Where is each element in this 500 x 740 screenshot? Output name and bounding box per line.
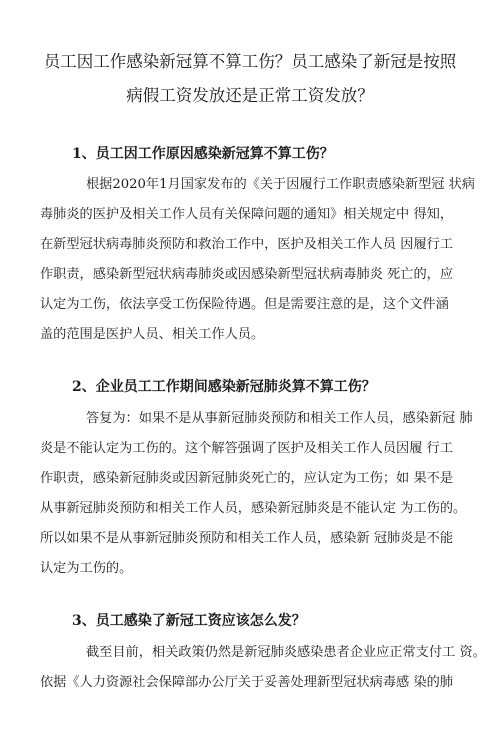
section-2-heading: 2、企业员工工作期间感染新冠肺炎算不算工伤？ <box>72 379 376 395</box>
section-1-heading: 1、员工因工作原因感染新冠算不算工伤？ <box>72 146 334 162</box>
section-3-heading: 3、员工感染了新冠工资应该怎么发？ <box>72 613 306 629</box>
section-3-line-1: 截至目前，相关政策仍然是新冠肺炎感染患者企业应正常支付工 资。 <box>86 645 486 660</box>
document-title-line-1: 员工因工作感染新冠算不算工伤？员工感染了新冠是按照 <box>43 52 457 71</box>
section-1-line-4: 作职责，感染新型冠状病毒肺炎或因感染新型冠状病毒肺炎 死亡的，应 <box>40 267 454 282</box>
section-1-line-2: 毒肺炎的医护及相关工作人员有关保障问题的通知》相关规定中 得知， <box>40 207 454 222</box>
section-2-line-2: 炎是不能认定为工伤的。这个解答强调了医护及相关工作人员因履 行工 <box>40 441 454 456</box>
section-2-line-4: 从事新冠肺炎预防和相关工作人员，感染新冠肺炎是不能认定 为工伤的。 <box>40 501 467 516</box>
section-1-line-6: 盖的范围是医护人员、相关工作人员。 <box>40 327 265 342</box>
section-3-line-2: 依据《人力资源社会保障部办公厅关于妥善处理新型冠状病毒感 染的肺 <box>40 675 454 690</box>
document-title-line-2: 病假工资发放还是正常工资发放？ <box>126 86 374 105</box>
section-2-line-3: 作职责，感染新冠肺炎或因新冠肺炎死亡的，应认定为工伤；如 果不是 <box>40 471 454 486</box>
section-1-line-3: 在新型冠状病毒肺炎预防和救治工作中，医护及相关工作人员 因履行工 <box>40 237 454 252</box>
section-1-line-1: 根据2020年1月国家发布的《关于因履行工作职责感染新型冠 状病 <box>86 177 476 192</box>
section-2-line-6: 认定为工伤的。 <box>40 561 133 576</box>
section-1-line-5: 认定为工伤，依法享受工伤保险待遇。但是需要注意的是，这个文件涵 <box>40 297 449 312</box>
section-2-line-1: 答复为：如果不是从事新冠肺炎预防和相关工作人员，感染新冠 肺 <box>86 411 473 426</box>
section-2-line-5: 所以如果不是从事新冠肺炎预防和相关工作人员，感染新 冠肺炎是不能 <box>40 531 454 546</box>
